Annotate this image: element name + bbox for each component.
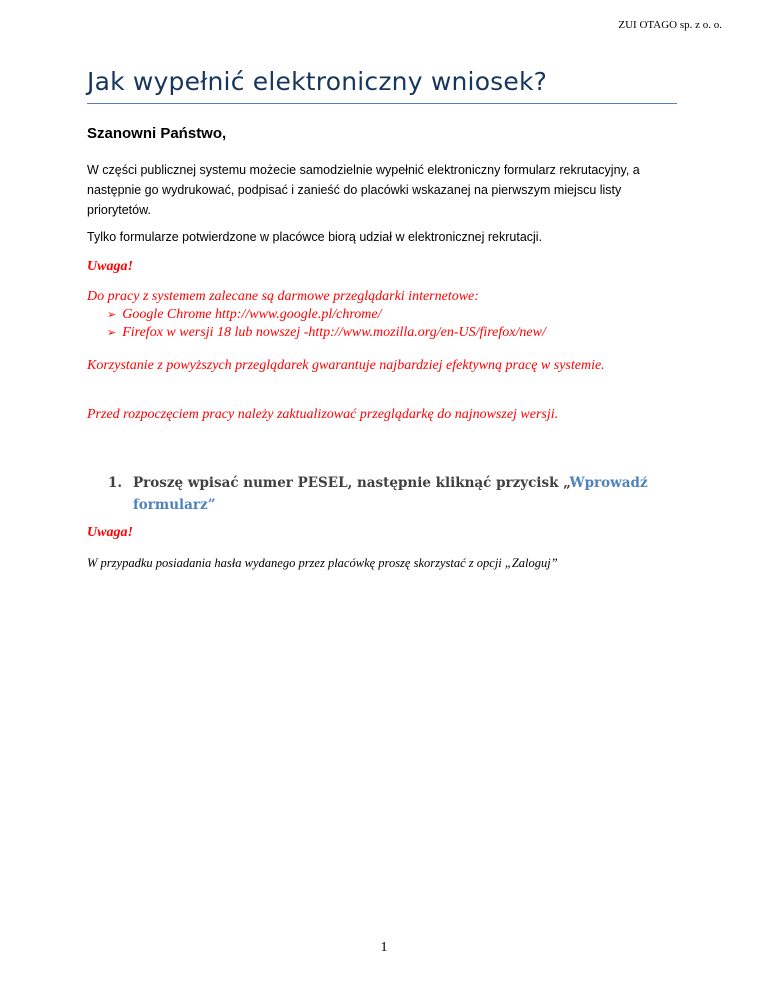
login-note: W przypadku posiadania hasła wydanego przez placówkę proszę skorzystać z opcji „Zaloguj” bbox=[87, 556, 558, 570]
step-text-before: Proszę wpisać numer PESEL, następnie kliknąć przycisk „ bbox=[133, 475, 570, 491]
confirmed-paragraph: Tylko formularze potwierdzone w placówce biorą udział w elektronicznej rekrutacji. bbox=[87, 230, 543, 244]
step-text bbox=[133, 472, 668, 516]
browser-chrome: Google Chrome http://www.google.pl/chrome/ bbox=[122, 307, 382, 322]
warning-label: Uwaga! bbox=[87, 259, 133, 274]
list-item bbox=[107, 306, 546, 324]
page-title: Jak wypełnić elektroniczny wniosek? bbox=[87, 67, 677, 104]
update-note: Przed rozpoczęciem pracy należy zaktualizować przeglądarkę do najnowszej wersji. bbox=[87, 407, 559, 422]
wprowadz-formularz-button-name: Wprowadź formularz bbox=[133, 475, 648, 513]
header-company: ZUI OTAGO sp. z o. o. bbox=[618, 19, 722, 31]
arrow-bullet-icon: ➢ bbox=[107, 308, 117, 321]
efficiency-note: Korzystanie z powyższych przeglądarek gwarantuje najbardziej efektywną pracę w systemie. bbox=[87, 358, 605, 373]
step-text-after: ” bbox=[207, 497, 216, 513]
step-number: 1. bbox=[108, 475, 123, 491]
step-1 bbox=[108, 472, 668, 516]
note-label: Uwaga! bbox=[87, 525, 133, 540]
intro-paragraph: W części publicznej systemu możecie samodzielnie wypełnić elektroniczny formularz rekrutacyjny, a następnie go wydrukować, podpisać i zanieść do placówki wskazanej na pierwszym miejscu listy priorytetów. bbox=[87, 163, 640, 217]
list-item bbox=[107, 324, 546, 342]
browser-firefox: Firefox w wersji 18 lub nowszej -http://www.mozilla.org/en-US/firefox/new/ bbox=[122, 325, 546, 340]
warning-intro: Do pracy z systemem zalecane są darmowe przeglądarki internetowe: bbox=[87, 289, 479, 304]
arrow-bullet-icon: ➢ bbox=[107, 326, 117, 339]
page-number: 1 bbox=[380, 940, 388, 955]
browser-list bbox=[107, 306, 546, 342]
greeting: Szanowni Państwo, bbox=[87, 125, 227, 142]
